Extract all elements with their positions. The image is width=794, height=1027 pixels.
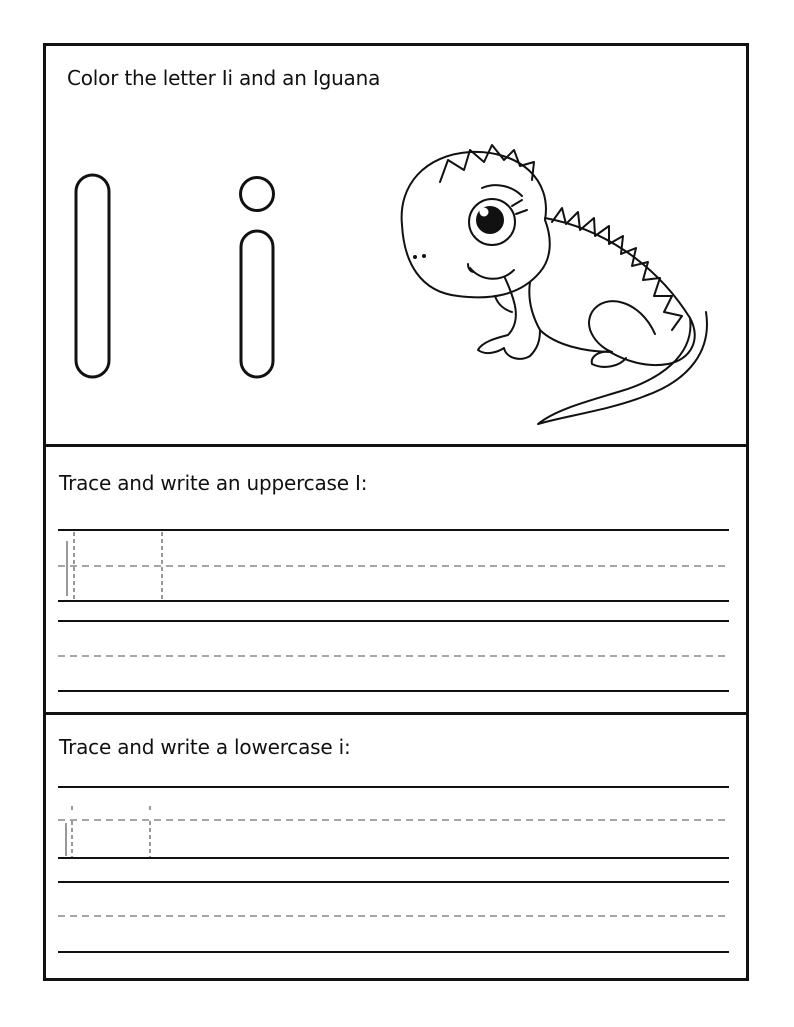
iguana-icon xyxy=(402,145,707,424)
color-instruction: Color the letter Ii and an Iguana xyxy=(67,66,381,90)
uppercase-instruction: Trace and write an uppercase I: xyxy=(59,471,368,495)
uppercase-writing-lines xyxy=(58,530,729,691)
lowercase-trace-guides xyxy=(66,806,150,857)
lowercase-instruction: Trace and write a lowercase i: xyxy=(59,735,351,759)
lowercase-i-outline xyxy=(241,178,274,378)
lowercase-writing-lines xyxy=(58,787,729,952)
uppercase-i-outline xyxy=(76,175,109,377)
